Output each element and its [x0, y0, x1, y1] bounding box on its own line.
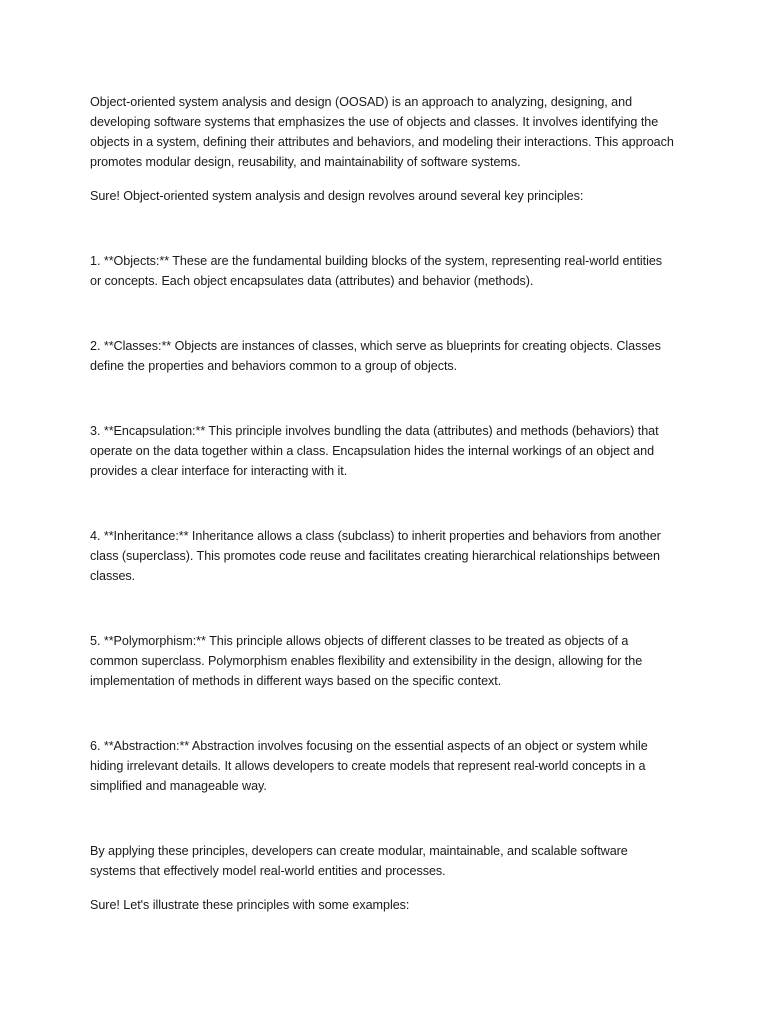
spacer [90, 691, 675, 736]
document-page [90, 92, 675, 915]
lead-paragraph: Sure! Object-oriented system analysis and design revolves around several key principles: [90, 189, 584, 203]
principle-inheritance: 4. **Inheritance:** Inheritance allows a class (subclass) to inherit properties and behaviors from another class (superclass). This promotes code reuse and facilitates creating hierarchical relationships between classes. [90, 529, 661, 583]
principle-classes: 2. **Classes:** Objects are instances of classes, which serve as blueprints for creating objects. Classes define the properties and behaviors common to a group of objects. [90, 339, 661, 373]
spacer [90, 796, 675, 841]
spacer [90, 206, 675, 251]
spacer [90, 481, 675, 526]
principle-objects: 1. **Objects:** These are the fundamental building blocks of the system, representing real-world entities or concepts. Each object encapsulates data (attributes) and behavior (methods). [90, 254, 663, 288]
closing-paragraph: Sure! Let's illustrate these principles with some examples: [90, 898, 410, 912]
principle-polymorphism: 5. **Polymorphism:** This principle allows objects of different classes to be treated as objects of a common superclass. Polymorphism enables flexibility and extensibility in the design, allowing for the implementation of methods in different ways based on the specific context. [90, 634, 643, 688]
spacer [90, 291, 675, 336]
spacer [90, 586, 675, 631]
spacer [90, 376, 675, 421]
spacer [90, 881, 675, 895]
principle-abstraction: 6. **Abstraction:** Abstraction involves focusing on the essential aspects of an object or system while hiding irrelevant details. It allows developers to create models that represent real-world concepts in a simplified and manageable way. [90, 739, 648, 793]
conclusion-paragraph: By applying these principles, developers can create modular, maintainable, and scalable software systems that effectively model real-world entities and processes. [90, 844, 628, 878]
spacer [90, 172, 675, 186]
intro-paragraph: Object-oriented system analysis and design (OOSAD) is an approach to analyzing, designing, and developing software systems that emphasizes the use of objects and classes. It involves identifying the objects in a system, defining their attributes and behaviors, and modeling their interactions. This approach promotes modular design, reusability, and maintainability of software systems. [90, 95, 674, 169]
principle-encapsulation: 3. **Encapsulation:** This principle involves bundling the data (attributes) and methods (behaviors) that operate on the data together within a class. Encapsulation hides the internal workings of an object and provides a clear interface for interacting with it. [90, 424, 659, 478]
